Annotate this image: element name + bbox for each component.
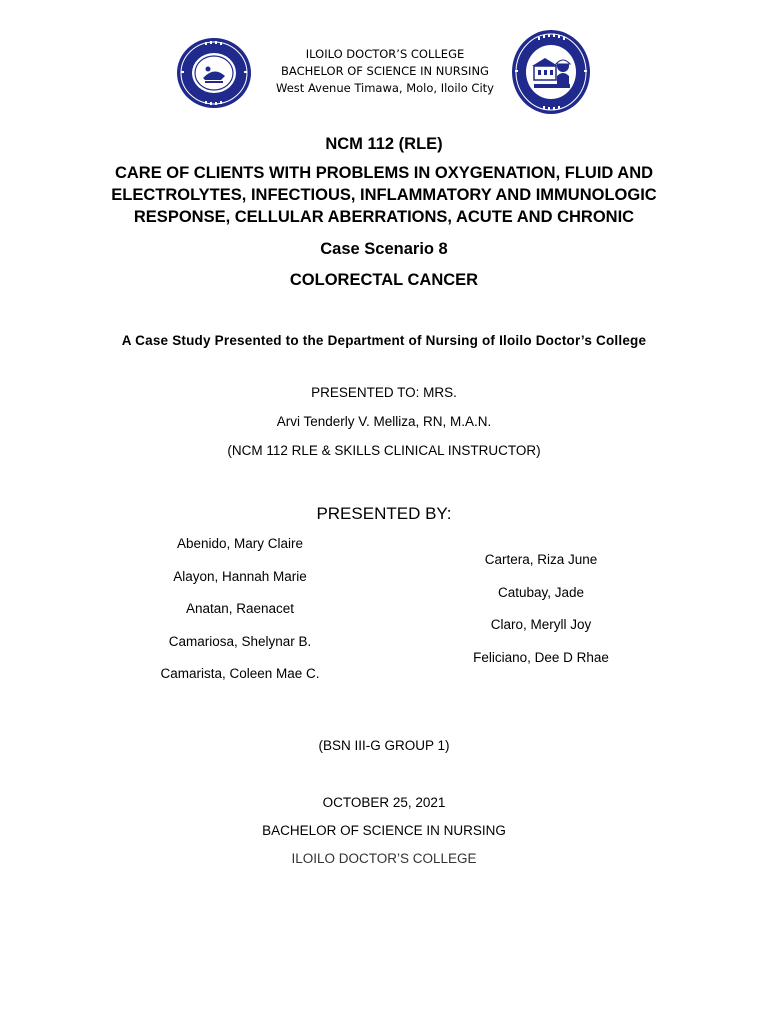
members-right-column [426,0,656,700]
member-name: Catubay, Jade [497,585,585,600]
member-name: Feliciano, Dee D Rhae [473,650,609,665]
instructor-role: (NCM 112 RLE & SKILLS CLINICAL INSTRUCTOR) [227,443,541,458]
member-name: Claro, Meryll Joy [490,617,592,632]
instructor-name: Arvi Tenderly V. Melliza, RN, M.A.N. [276,414,492,429]
member-name: Cartera, Riza June [484,552,598,567]
footer-college: ILOILO DOCTOR’S COLLEGE [291,851,477,866]
header-program: BACHELOR OF SCIENCE IN NURSING [281,64,489,78]
member-name: Camariosa, Shelynar B. [168,634,312,649]
case-study-subtitle: A Case Study Presented to the Department of Nursing of Iloilo Doctor’s College [121,333,647,348]
member-name: Anatan, Raenacet [185,601,295,616]
presented-to-label: PRESENTED TO: MRS. [311,385,457,400]
date: OCTOBER 25, 2021 [322,795,446,810]
footer-program: BACHELOR OF SCIENCE IN NURSING [262,823,506,838]
group-label: (BSN III-G GROUP 1) [318,738,450,753]
member-name: Abenido, Mary Claire [176,536,304,551]
member-name: Alayon, Hannah Marie [173,569,307,584]
course-code: NCM 112 (RLE) [325,135,443,153]
header-college: ILOILO DOCTOR’S COLLEGE [305,47,465,61]
header-address: West Avenue Timawa, Molo, Iloilo City [276,81,494,95]
member-name: Camarista, Coleen Mae C. [160,666,320,681]
case-topic: COLORECTAL CANCER [289,271,479,289]
title-line-2: ELECTROLYTES, INFECTIOUS, INFLAMMATORY AND IMMUNOLOGIC [111,186,657,204]
title-line-3: RESPONSE, CELLULAR ABERRATIONS, ACUTE AND CHRONIC [133,208,635,226]
presented-by-label: PRESENTED BY: [316,504,452,523]
title-line-1: CARE OF CLIENTS WITH PROBLEMS IN OXYGENATION, FLUID AND [114,164,654,182]
members-left-column [125,0,355,700]
case-scenario: Case Scenario 8 [320,240,448,258]
